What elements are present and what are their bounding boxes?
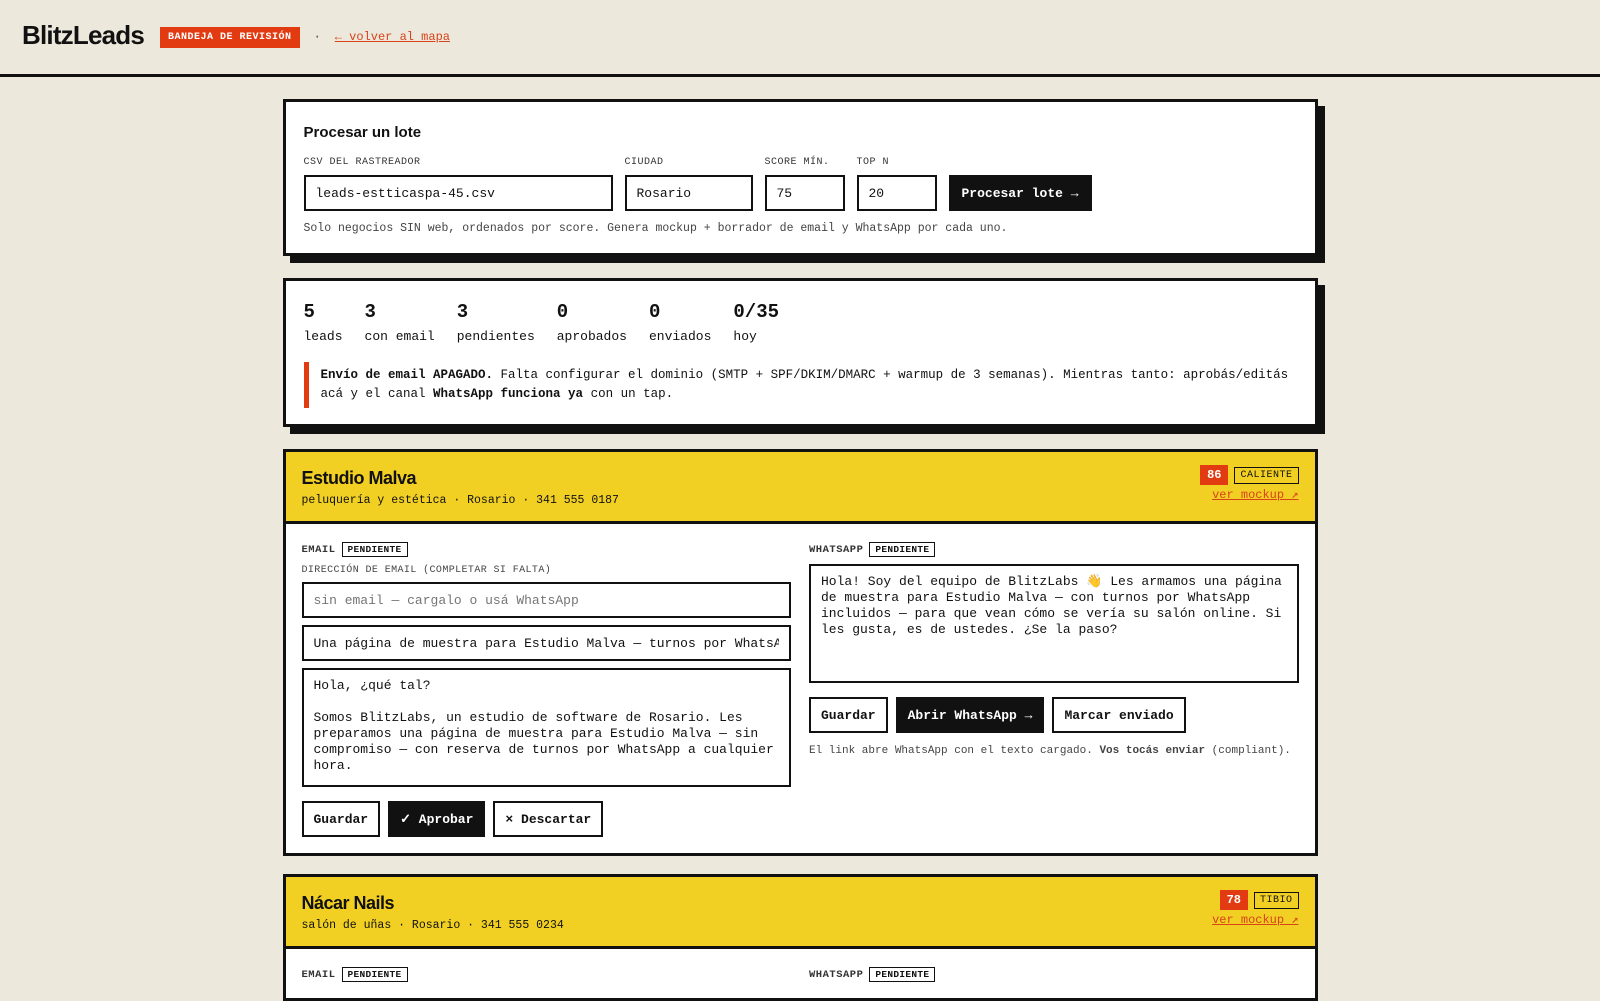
lead-name: Nácar Nails — [301, 893, 395, 913]
stat-number: 0/35 — [733, 301, 779, 323]
lead-name: Estudio Malva — [301, 468, 417, 488]
stat-label: hoy — [733, 329, 757, 344]
lead-header — [286, 452, 1315, 524]
city-label: CIUDAD — [624, 157, 664, 168]
stats-panel — [283, 278, 1318, 427]
stat-number: 3 — [364, 301, 376, 323]
lead-header — [286, 877, 1315, 949]
whatsapp-section-label: WHATSAPP — [809, 968, 864, 981]
csv-label: CSV DEL RASTREADOR — [303, 157, 421, 168]
top-bar — [0, 0, 1600, 77]
stat-number: 0 — [648, 301, 661, 323]
csv-field — [304, 157, 613, 211]
stat-leads — [304, 301, 343, 344]
batch-hint: Solo negocios SIN web, ordenados por score. Genera mockup + borrador de email y WhatsApp por cada uno. — [303, 222, 1008, 235]
stat-sent — [649, 301, 711, 344]
stat-number: 3 — [456, 301, 469, 323]
batch-title: Procesar un lote — [303, 124, 422, 141]
whatsapp-save-button[interactable]: Guardar — [809, 697, 888, 733]
stat-label: aprobados — [556, 329, 627, 344]
stats-row — [304, 301, 1297, 344]
whatsapp-message-textarea[interactable]: Hola! Soy del equipo de BlitzLabs 👋 Les armamos una página de muestra para Estudio Malva — con turnos por WhatsApp incluidos — para que vean cómo se vería su salón online. Si les gusta, es de ustedes. ¿Se la paso? — [809, 564, 1299, 683]
batch-fields — [304, 157, 1297, 211]
approve-button[interactable]: ✓ Aprobar — [388, 801, 485, 837]
notice-bold-1: Envío de email APAGADO. — [320, 368, 494, 382]
app-logo[interactable]: BlitzLeads — [22, 19, 145, 50]
whatsapp-column — [809, 967, 1299, 982]
temperature-badge: CALIENTE — [1234, 467, 1298, 484]
top-n-label: TOP N — [856, 157, 890, 168]
email-address-label: DIRECCIÓN DE EMAIL (COMPLETAR SI FALTA) — [301, 565, 552, 576]
email-column — [302, 967, 792, 982]
email-column — [302, 542, 792, 837]
wa-hint-bold: Vos tocás enviar — [1099, 745, 1206, 757]
email-save-button[interactable]: Guardar — [302, 801, 381, 837]
stat-label: con email — [364, 329, 435, 344]
stat-approved — [557, 301, 627, 344]
score-badge: 86 — [1200, 465, 1228, 485]
email-body-textarea[interactable]: Hola, ¿qué tal? Somos BlitzLabs, un estudio de software de Rosario. Les preparamos una página de muestra para Estudio Malva — sin compromiso — con reserva de turnos por WhatsApp a cualquier hora. — [302, 668, 792, 787]
top-n-input[interactable] — [857, 175, 937, 211]
city-input[interactable] — [625, 175, 753, 211]
csv-input[interactable] — [304, 175, 613, 211]
review-inbox-badge: BANDEJA DE REVISIÓN — [160, 27, 300, 48]
whatsapp-hint — [809, 743, 1299, 760]
score-field — [765, 157, 845, 211]
open-whatsapp-button[interactable]: Abrir WhatsApp → — [896, 697, 1045, 733]
notice-text-2: con un tap. — [583, 387, 674, 401]
stat-pending — [457, 301, 535, 344]
stat-label: leads — [303, 329, 343, 344]
score-badge: 78 — [1220, 890, 1248, 910]
stat-label: pendientes — [456, 329, 535, 344]
stat-number: 5 — [303, 301, 315, 323]
view-mockup-link[interactable]: ver mockup ↗ — [1212, 913, 1299, 927]
view-mockup-link[interactable]: ver mockup ↗ — [1212, 488, 1299, 502]
lead-body — [286, 524, 1315, 853]
lead-meta: peluquería y estética · Rosario · 341 555 0187 — [301, 494, 619, 507]
stat-label: enviados — [648, 329, 712, 344]
lead-card — [283, 874, 1318, 1001]
whatsapp-column — [809, 542, 1299, 837]
top-n-field — [857, 157, 937, 211]
discard-button[interactable]: × Descartar — [493, 801, 603, 837]
lead-card — [283, 449, 1318, 856]
mark-sent-button[interactable]: Marcar enviado — [1052, 697, 1185, 733]
score-min-input[interactable] — [765, 175, 845, 211]
email-section-label: EMAIL — [301, 543, 336, 556]
wa-hint-tail: (compliant). — [1205, 745, 1291, 757]
city-field — [625, 157, 753, 211]
email-subject-input[interactable] — [302, 625, 792, 661]
email-disabled-notice — [304, 362, 1297, 408]
email-status-badge: PENDIENTE — [342, 542, 408, 557]
notice-bold-2: WhatsApp funciona ya — [433, 387, 584, 401]
whatsapp-status-badge: PENDIENTE — [869, 542, 935, 557]
temperature-badge: TIBIO — [1254, 892, 1299, 909]
stat-with-email — [365, 301, 435, 344]
process-batch-button[interactable]: Procesar lote → — [949, 175, 1092, 211]
separator: · — [313, 30, 321, 44]
whatsapp-status-badge: PENDIENTE — [869, 967, 935, 982]
email-status-badge: PENDIENTE — [342, 967, 408, 982]
stat-number: 0 — [556, 301, 569, 323]
email-address-input[interactable] — [302, 582, 792, 618]
lead-body — [286, 949, 1315, 998]
wa-hint-text: El link abre WhatsApp con el texto cargado. — [809, 745, 1100, 757]
back-to-map-link[interactable]: ← volver al mapa — [334, 30, 450, 44]
main-content — [283, 77, 1318, 1001]
score-label: SCORE MÍN. — [764, 157, 830, 168]
email-section-label: EMAIL — [301, 968, 336, 981]
whatsapp-section-label: WHATSAPP — [809, 543, 864, 556]
batch-panel — [283, 99, 1318, 256]
stat-today — [733, 301, 779, 344]
notice-text-1: Falta configurar el dominio (SMTP + SPF/DKIM/DMARC + warmup de 3 semanas). Mientras tanto: aprobás/editás acá y el canal — [320, 368, 1289, 401]
lead-meta: salón de uñas · Rosario · 341 555 0234 — [301, 919, 564, 932]
